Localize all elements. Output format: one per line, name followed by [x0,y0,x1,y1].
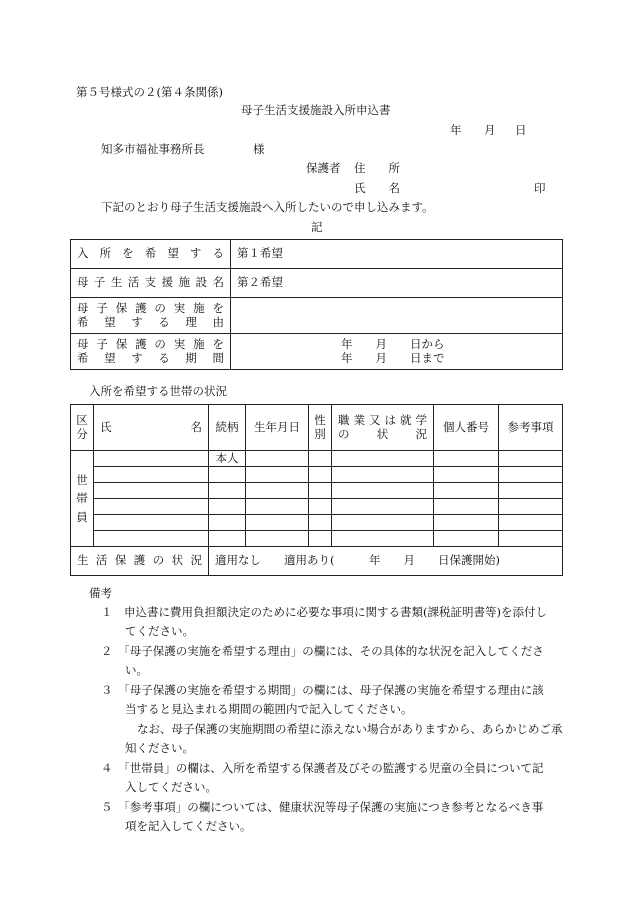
member-2-relation[interactable] [209,467,246,483]
member-6-birth[interactable] [246,531,309,547]
col-job [332,405,434,451]
member-2-name[interactable] [94,467,209,483]
date-month-label: 月 [484,123,496,137]
member-2-notes[interactable] [499,467,563,483]
member-5-relation[interactable] [209,515,246,531]
period-label-2: 希望する期間 [77,350,224,365]
col-name-label-1: 氏 [100,419,112,434]
address-label: 住 所 [354,161,400,175]
period-label-1: 母子保護の実施を [77,336,224,351]
table-row [71,451,563,467]
intro-text: 下記のとおり母子生活支援施設へ入所したいので申し込みます。 [101,200,434,214]
guardian-label: 保護者 [306,161,341,175]
member-6-mynumber[interactable] [434,531,499,547]
members-label-cell [71,451,94,547]
col-job-label-2: の 状 況 [338,426,427,441]
member-4-birth[interactable] [246,499,309,515]
member-3-notes[interactable] [499,483,563,499]
note-1-line-2: てください。 [125,624,194,638]
name-label: 氏 名 [354,181,400,195]
member-3-name[interactable] [94,483,209,499]
member-5-notes[interactable] [499,515,563,531]
col-kubun [71,405,94,451]
col-sex [309,405,332,451]
member-3-relation[interactable] [209,483,246,499]
member-2-mynumber[interactable] [434,467,499,483]
member-5-birth[interactable] [246,515,309,531]
member-1-name[interactable] [94,451,209,467]
member-4-name[interactable] [94,499,209,515]
table-row [71,467,563,483]
reason-label-1: 母子保護の実施を [77,300,224,315]
facility-table [70,239,563,370]
welfare-label-cell [71,547,209,576]
member-2-birth[interactable] [246,467,309,483]
facility-label-1-cell [71,240,231,269]
member-2-sex[interactable] [309,467,332,483]
col-name-label-2: 名 [190,419,202,434]
member-1-notes[interactable] [499,451,563,467]
notes-title: 備考 [89,586,112,600]
note-3-line-1: ３ 「母子保護の実施を希望する期間」の欄には、母子保護の実施を希望する理由に該 [101,683,544,697]
table-row [71,483,563,499]
addressee: 知多市福祉事務所長 [101,142,205,156]
col-notes: 参考事項 [499,405,563,451]
member-1-job[interactable] [332,451,434,467]
choice-1-cell[interactable] [231,240,563,269]
household-section-title: 入所を希望する世帯の状況 [89,384,227,398]
member-1-birth[interactable] [246,451,309,467]
welfare-value[interactable]: 適用なし 適用あり( 年 月 日保護開始) [209,547,563,576]
note-5-line-1: ５ 「参考事項」の欄については、健康状況等母子保護の実施につき参考となるべき事 [101,800,544,814]
period-input-cell[interactable] [231,334,563,370]
col-sex-label: 性別 [314,412,326,441]
form-number: 第５号様式の２(第４条関係) [76,85,223,99]
members-label: 世帯員 [76,472,88,524]
welfare-label: 生活保護の状況 [77,553,202,568]
col-relation: 続柄 [209,405,246,451]
form-title: 母子生活支援施設入所申込書 [241,103,391,117]
facility-label-1: 入所を希望する [77,246,224,261]
member-2-job[interactable] [332,467,434,483]
member-4-sex[interactable] [309,499,332,515]
seal-mark: 印 [534,181,546,195]
member-1-relation: 本人 [209,451,246,467]
date-year-label: 年 [450,123,462,137]
col-kubun-label: 区分 [76,413,88,441]
note-3-line-4: 知ください。 [125,741,194,755]
member-6-notes[interactable] [499,531,563,547]
note-2-line-2: い。 [125,663,148,677]
member-1-mynumber[interactable] [434,451,499,467]
choice-1-label: 第１希望 [237,246,283,261]
date-day-label: 日 [515,123,527,137]
choice-2-cell[interactable] [231,269,563,298]
note-1-line-1: １ 申込書に費用負担額決定のために必要な事項に関する書類(課税証明書等)を添付し [101,605,547,619]
facility-label-2-cell [71,269,231,298]
member-6-relation[interactable] [209,531,246,547]
reason-input-cell[interactable] [231,298,563,334]
note-3-line-3: なお、母子保護の実施期間の希望に添えない場合がありますから、あらかじめご承 [137,722,563,736]
member-3-sex[interactable] [309,483,332,499]
note-3-line-2: 当すると見込まれる期間の範囲内で記入してください。 [125,702,413,716]
member-6-name[interactable] [94,531,209,547]
member-5-name[interactable] [94,515,209,531]
col-name [94,405,209,451]
member-4-job[interactable] [332,499,434,515]
table-row [71,515,563,531]
period-from: 年 月 日から [341,336,445,351]
member-4-mynumber[interactable] [434,499,499,515]
reason-label-cell [71,298,231,334]
member-5-job[interactable] [332,515,434,531]
col-job-label-1: 職業又は就学 [338,412,427,427]
period-to: 年 月 日まで [341,350,445,365]
member-6-job[interactable] [332,531,434,547]
member-3-mynumber[interactable] [434,483,499,499]
household-header-row [71,405,563,451]
choice-2-label: 第２希望 [237,275,283,290]
member-3-job[interactable] [332,483,434,499]
ki-mark: 記 [311,220,323,234]
member-4-relation[interactable] [209,499,246,515]
member-5-mynumber[interactable] [434,515,499,531]
col-birth: 生年月日 [246,405,309,451]
reason-label-2: 希望する理由 [77,314,224,329]
table-row [71,531,563,547]
welfare-row [71,547,563,576]
table-row [71,499,563,515]
facility-label-2: 母子生活支援施設名 [77,275,224,290]
note-2-line-1: ２ 「母子保護の実施を希望する理由」の欄には、その具体的な状況を記入してくださ [101,644,544,658]
col-mynumber: 個人番号 [434,405,499,451]
note-4-line-1: ４ 「世帯員」の欄は、入所を希望する保護者及びその監護する児童の全員について記 [101,761,544,775]
household-table [70,404,563,576]
period-label-cell [71,334,231,370]
member-3-birth[interactable] [246,483,309,499]
member-6-sex[interactable] [309,531,332,547]
member-5-sex[interactable] [309,515,332,531]
honorific: 様 [253,142,265,156]
member-1-sex[interactable] [309,451,332,467]
member-4-notes[interactable] [499,499,563,515]
note-5-line-2: 項を記入してください。 [125,819,252,833]
note-4-line-2: 入してください。 [125,780,217,794]
